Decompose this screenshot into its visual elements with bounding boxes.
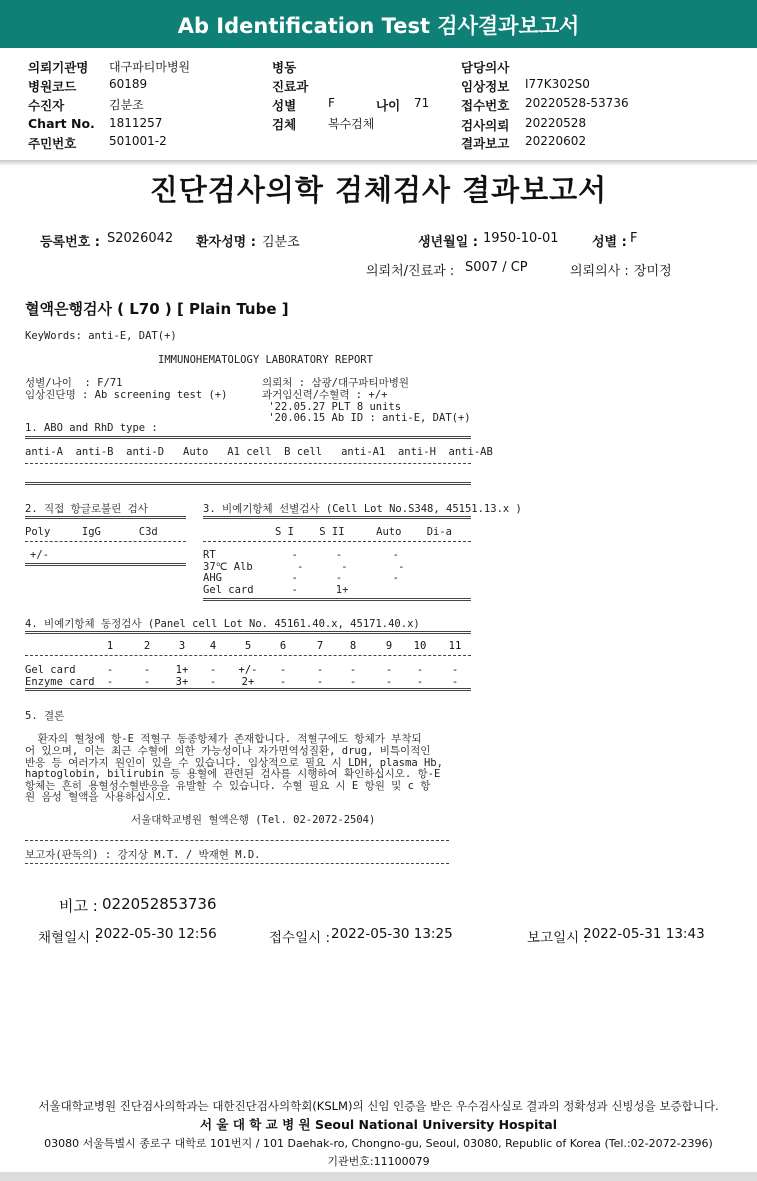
double-rule <box>25 688 471 691</box>
double-rule <box>25 631 471 634</box>
info-label: 병동 <box>272 60 297 75</box>
info-value: 김분조 <box>109 98 144 112</box>
report-title: 진단검사의학 검체검사 결과보고서 <box>149 173 608 207</box>
panel-cell: - <box>106 676 114 688</box>
dat-headers: Poly IgG C3d <box>25 526 158 538</box>
abo-headers: anti-A anti-B anti-D Auto A1 cell B cell anti-A1 anti-H anti-AB <box>25 446 493 458</box>
panel-col-header: 4 <box>209 640 217 652</box>
dashed-rule <box>25 840 449 841</box>
collect-label: 채혈일시 : <box>38 930 100 946</box>
reg-label: 등록번호 : <box>40 235 100 250</box>
panel-col-header: 10 <box>413 640 427 652</box>
right-line: '20.06.15 Ab ID : anti-E, DAT(+) <box>262 412 471 424</box>
conclusion-line: 환자의 혈청에 항-E 적혈구 동종항체가 존재합니다. 적혈구에도 항체가 부착되 <box>25 733 422 745</box>
screen-row: AHG - - - <box>203 572 399 584</box>
bloodbank-contact: 서울대학교병원 혈액은행 (Tel. 02-2072-2504) <box>131 814 376 826</box>
panel-cell: - <box>209 664 217 676</box>
section-divider <box>0 160 757 166</box>
panel-cell: 2+ <box>241 676 255 688</box>
note-label: 비고 : <box>59 897 98 915</box>
panel-cell: - <box>385 664 393 676</box>
panel-cell: - <box>416 664 424 676</box>
panel-cell: - <box>349 664 357 676</box>
panel-cell: - <box>451 664 459 676</box>
report-value: 2022-05-31 13:43 <box>583 926 705 942</box>
footer-hospital: 서 울 대 학 교 병 원 Seoul National University Hospital <box>199 1117 558 1132</box>
panel-col-header: 8 <box>349 640 357 652</box>
info-value: I77K302S0 <box>525 77 590 91</box>
panel-cell: - <box>416 676 424 688</box>
info-label: 검사의뢰 <box>461 118 510 133</box>
reporter: 보고자(판독의) : 강지상 M.T. / 박재현 M.D. <box>25 849 261 861</box>
panel-row-label: Enzyme card <box>25 676 95 688</box>
dashed-rule <box>203 541 471 542</box>
conclusion-line: 어 있으며, 이는 최근 수혈에 의한 가능성이나 자가면역성질환, drug, 비특이적인 <box>25 745 431 757</box>
keywords: KeyWords: anti-E, DAT(+) <box>25 330 177 342</box>
info-value: 복수검체 <box>328 117 375 131</box>
panel-cell: 3+ <box>175 676 189 688</box>
sec5-title: 5. 결론 <box>25 710 65 722</box>
report-label: 보고일시 : <box>527 930 589 946</box>
doctor-label: 의뢰의사 : <box>570 264 629 279</box>
panel-cell: 1+ <box>175 664 189 676</box>
double-rule <box>25 563 186 566</box>
dashed-rule <box>25 655 471 656</box>
dashed-rule <box>25 863 449 864</box>
left-line: 임상진단명 : Ab screening test (+) <box>25 389 228 401</box>
footer-institution: 기관번호:11100079 <box>327 1155 430 1168</box>
right-line: '22.05.27 PLT 8 units <box>262 401 402 413</box>
panel-col-header: 3 <box>178 640 186 652</box>
screen-row: Gel card - 1+ <box>203 584 349 596</box>
panel-cell: - <box>451 676 459 688</box>
info-value: 대구파티마병원 <box>109 60 191 74</box>
sec3-title: 3. 비예기항체 선별검사 (Cell Lot No.S348, 45151.13.x ) <box>203 503 522 515</box>
panel-row-label: Gel card <box>25 664 76 676</box>
panel-cell: - <box>143 664 151 676</box>
double-rule <box>25 482 471 485</box>
info-value: 20220602 <box>525 134 587 148</box>
panel-cell: - <box>209 676 217 688</box>
bottom-bar <box>0 1172 757 1181</box>
info-label: 의뢰기관명 <box>28 60 89 75</box>
name-label: 환자성명 : <box>196 235 256 250</box>
conclusion-line: 반응 등 여러가지 원인이 있을 수 있습니다. 임상적으로 필요 시 LDH, plasma Hb, <box>25 757 443 769</box>
panel-col-header: 7 <box>316 640 324 652</box>
dob-value: 1950-10-01 <box>483 231 559 246</box>
panel-col-header: 9 <box>385 640 393 652</box>
panel-cell: - <box>349 676 357 688</box>
double-rule <box>25 516 186 519</box>
info-label: 결과보고 <box>461 136 510 151</box>
info-label: 검체 <box>272 117 297 132</box>
info-value: 20220528-53736 <box>525 96 629 110</box>
panel-cell: - <box>385 676 393 688</box>
panel-col-header: 11 <box>448 640 462 652</box>
sec1-title: 1. ABO and RhD type : <box>25 422 158 434</box>
dob-label: 생년월일 : <box>418 235 478 250</box>
info-value: 71 <box>414 96 430 110</box>
info-label: 병원코드 <box>28 79 77 94</box>
note-value: 022052853736 <box>102 895 217 913</box>
panel-cell: - <box>279 664 287 676</box>
conclusion-line: 원 음성 혈액을 사용하십시오. <box>25 791 173 803</box>
footer-certification: 서울대학교병원 진단검사의학과는 대한진단검사의학회(KSLM)의 신임 인증을 받은 우수검사실로 결과의 정확성과 신빙성을 보증합니다. <box>38 1099 719 1113</box>
dashed-rule <box>25 541 186 542</box>
info-label: 성별 <box>272 98 297 113</box>
double-rule <box>203 516 471 519</box>
reg-value: S2026042 <box>107 231 174 246</box>
double-rule <box>203 598 471 601</box>
info-label: Chart No. <box>28 116 95 131</box>
conclusion-line: haptoglobin, bilirubin 등 용혈에 관련된 검사를 시행하여 확인하십시오. 항-E <box>25 768 441 780</box>
panel-col-header: 2 <box>143 640 151 652</box>
info-value: 20220528 <box>525 116 587 130</box>
header-bar <box>0 0 757 52</box>
screen-row: 37℃ Alb - - - <box>203 561 405 573</box>
screen-headers: S I S II Auto Di-a <box>275 526 453 538</box>
sex-value: F <box>630 231 638 246</box>
sec4-title: 4. 비예기항체 동정검사 (Panel cell Lot No. 45161.40.x, 45171.40.x) <box>25 618 420 630</box>
info-value: F <box>328 96 335 110</box>
panel-cell: - <box>279 676 287 688</box>
receive-value: 2022-05-30 13:25 <box>331 926 453 942</box>
left-line: 성별/나이 : F/71 <box>25 377 123 389</box>
info-label: 접수번호 <box>461 98 510 113</box>
info-label: 수진자 <box>28 98 65 113</box>
test-title: 혈액은행검사 ( L70 ) [ Plain Tube ] <box>25 300 289 318</box>
name-value: 김분조 <box>262 235 300 250</box>
dat-value: +/- <box>30 549 49 561</box>
right-line: 과거임신력/수혈력 : +/+ <box>262 389 388 401</box>
panel-cell: - <box>143 676 151 688</box>
info-label: 주민번호 <box>28 136 77 151</box>
info-value: 501001-2 <box>109 134 167 148</box>
lab-title: IMMUNOHEMATOLOGY LABORATORY REPORT <box>158 354 373 366</box>
info-label: 담당의사 <box>461 60 510 75</box>
conclusion-line: 항체는 흔히 용혈성수혈반응을 유발할 수 있습니다. 수혈 필요 시 E 항원 및 c 항 <box>25 780 431 792</box>
sec2-title: 2. 직접 항글로불린 검사 <box>25 503 148 515</box>
panel-col-header: 6 <box>279 640 287 652</box>
panel-col-header: 5 <box>244 640 252 652</box>
doctor-value: 장미정 <box>634 264 672 279</box>
info-value: 1811257 <box>109 116 163 130</box>
info-value: 60189 <box>109 77 148 91</box>
footer-address: 03080 서울특별시 종로구 대학로 101번지 / 101 Daehak-ro, Chongno-gu, Seoul, 03080, Republic of Korea (Tel.:02-2072-2396) <box>44 1137 713 1150</box>
dept-label: 의뢰처/진료과 : <box>366 264 455 279</box>
sex-label: 성별 : <box>592 235 627 250</box>
header-title: Ab Identification Test 검사결과보고서 <box>177 14 580 38</box>
info-label: 임상정보 <box>461 79 510 94</box>
panel-col-header: 1 <box>106 640 114 652</box>
screen-row: RT - - - <box>203 549 399 561</box>
receive-label: 접수일시 : <box>269 930 331 946</box>
panel-cell: +/- <box>238 664 258 676</box>
collect-value: 2022-05-30 12:56 <box>95 926 217 942</box>
info-label: 진료과 <box>272 79 309 94</box>
info-label: 나이 <box>376 98 401 113</box>
panel-cell: - <box>316 676 324 688</box>
panel-cell: - <box>316 664 324 676</box>
panel-cell: - <box>106 664 114 676</box>
dashed-rule <box>25 463 471 464</box>
right-line: 의뢰처 : 삼광/대구파티마병원 <box>262 377 410 389</box>
double-rule <box>25 436 471 439</box>
dept-value: S007 / CP <box>465 260 528 275</box>
